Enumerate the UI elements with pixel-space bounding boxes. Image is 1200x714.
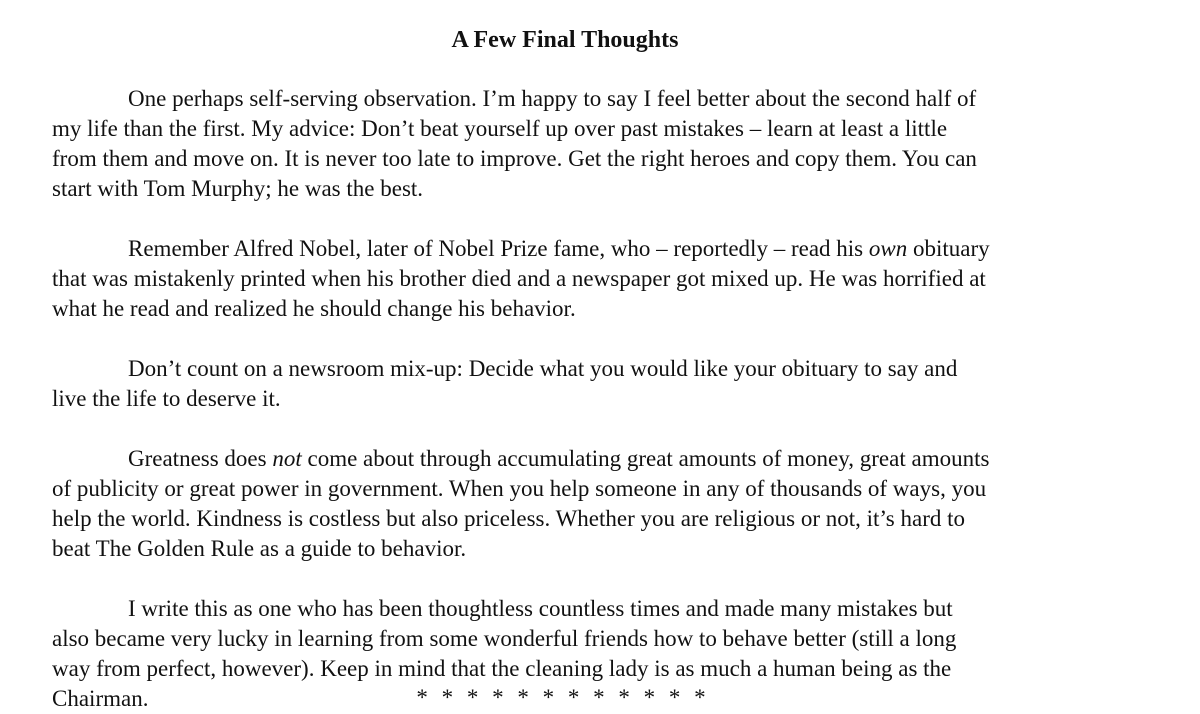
emphasis-text: not — [272, 446, 302, 471]
paragraph-line: One perhaps self-serving observation. I’m happy to say I feel better about the second half of — [128, 86, 977, 111]
paragraph-newsroom — [52, 354, 1162, 414]
paragraph-first-line — [52, 234, 1162, 264]
paragraph-line: live the life to deserve it. — [52, 386, 281, 411]
document-body — [52, 84, 1162, 714]
paragraph-greatness — [52, 444, 1162, 564]
paragraph-line: what he read and realized he should change his behavior. — [52, 296, 576, 321]
paragraph-line: Don’t count on a newsroom mix-up: Decide what you would like your obituary to say and — [128, 356, 958, 381]
text-run: Greatness does — [128, 446, 273, 471]
paragraph-line: way from perfect, however). Keep in mind that the cleaning lady is as much a human being as the — [52, 656, 952, 681]
paragraph-line: Chairman. — [52, 686, 149, 711]
text-run: come about through accumulating great amounts of money, great amounts — [301, 446, 990, 471]
emphasis-text: own — [868, 236, 908, 261]
paragraph-line: start with Tom Murphy; he was the best. — [52, 176, 424, 201]
text-run: obituary — [907, 236, 990, 261]
paragraph-nobel — [52, 234, 1162, 324]
paragraph-first-line — [52, 444, 1162, 474]
paragraph-line: my life than the first. My advice: Don’t beat yourself up over past mistakes – learn at least a little — [52, 116, 948, 141]
document-title: A Few Final Thoughts — [451, 27, 679, 53]
text-run: Remember Alfred Nobel, later of Nobel Prize fame, who – reportedly – read his — [128, 236, 869, 261]
paragraph-line: help the world. Kindness is costless but also priceless. Whether you are religious or not, it’s hard to — [52, 506, 966, 531]
paragraph-line: also became very lucky in learning from some wonderful friends how to behave better (still a long — [52, 626, 957, 651]
paragraph-line: from them and move on. It is never too late to improve. Get the right heroes and copy them. You can — [52, 146, 977, 171]
paragraph-line: that was mistakenly printed when his brother died and a newspaper got mixed up. He was horrified at — [52, 266, 986, 291]
paragraph-line: beat The Golden Rule as a guide to behavior. — [52, 536, 467, 561]
paragraph-observation — [52, 84, 1162, 204]
paragraph-line: of publicity or great power in government. When you help someone in any of thousands of ways, you — [52, 476, 987, 501]
section-separator: * * * * * * * * * * * * — [416, 685, 710, 710]
paragraph-line: I write this as one who has been thoughtless countless times and made many mistakes but — [128, 596, 953, 621]
